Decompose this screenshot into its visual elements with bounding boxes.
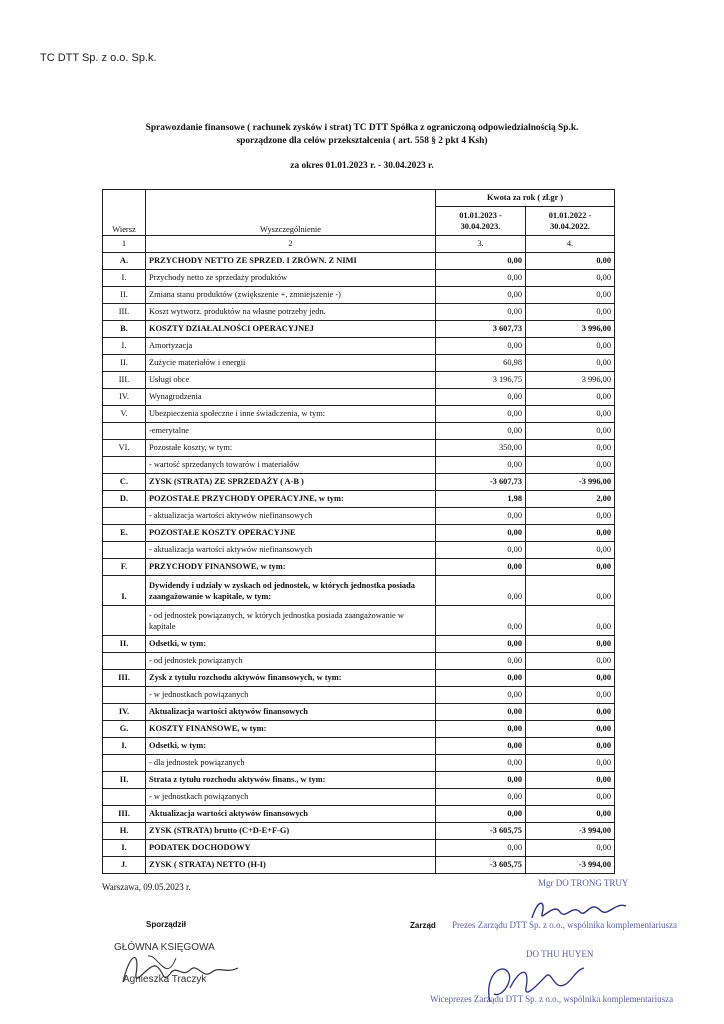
row-description: -emerytalne: [146, 423, 436, 440]
table-row: [103, 789, 615, 806]
row-description: Usługi obce: [146, 372, 436, 389]
row-value-previous: 0,00: [526, 670, 615, 687]
header-index-3: 3.: [436, 236, 526, 253]
table-row: [103, 440, 615, 457]
row-code: I.: [103, 738, 146, 755]
header-index-4: 4.: [526, 236, 615, 253]
header-code: Wiersz: [103, 190, 146, 236]
header-description: Wyszczególnienie: [146, 190, 436, 236]
table-row: [103, 304, 615, 321]
table-row: [103, 772, 615, 789]
table-row: [103, 491, 615, 508]
table-row: [103, 542, 615, 559]
row-value-current: 1,98: [436, 491, 526, 508]
row-value-previous: 0,00: [526, 287, 615, 304]
table-row: [103, 389, 615, 406]
row-value-current: 0,00: [436, 559, 526, 576]
row-value-previous: 0,00: [526, 304, 615, 321]
row-description: - wartość sprzedanych towarów i materiałów: [146, 457, 436, 474]
row-value-previous: 0,00: [526, 423, 615, 440]
row-description: Strata z tytułu rozchodu aktywów finans., w tym:: [146, 772, 436, 789]
table-row: [103, 406, 615, 423]
row-code: C.: [103, 474, 146, 491]
header-period-previous: 01.01.2022 - 30.04.2022.: [526, 207, 615, 236]
row-value-current: -3 605,75: [436, 823, 526, 840]
row-value-previous: 0,00: [526, 772, 615, 789]
row-code: III.: [103, 670, 146, 687]
row-description: - od jednostek powiązanych: [146, 653, 436, 670]
row-value-current: 0,00: [436, 636, 526, 653]
table-row: [103, 355, 615, 372]
row-value-current: 0,00: [436, 576, 526, 606]
table-row: [103, 559, 615, 576]
row-value-current: -3 607,73: [436, 474, 526, 491]
row-value-previous: 0,00: [526, 755, 615, 772]
row-description: Przychody netto ze sprzedaży produktów: [146, 270, 436, 287]
row-value-previous: 0,00: [526, 606, 615, 636]
row-value-current: 0,00: [436, 287, 526, 304]
row-value-previous: 0,00: [526, 789, 615, 806]
row-description: - w jednostkach powiązanych: [146, 789, 436, 806]
row-description: ZYSK (STRATA) ZE SPRZEDAŻY ( A-B ): [146, 474, 436, 491]
row-value-previous: 3 996,00: [526, 372, 615, 389]
board-label: Zarząd: [410, 921, 436, 930]
place-date: Warszawa, 09.05.2023 r.: [102, 882, 191, 892]
row-description: POZOSTAŁE PRZYCHODY OPERACYJNE, w tym:: [146, 491, 436, 508]
row-description: - dla jednostek powiązanych: [146, 755, 436, 772]
row-value-current: 0,00: [436, 606, 526, 636]
row-description: KOSZTY DZIAŁALNOŚCI OPERACYJNEJ: [146, 321, 436, 338]
row-value-current: 0,00: [436, 508, 526, 525]
row-description: - aktualizacja wartości aktywów niefinansowych: [146, 542, 436, 559]
row-value-previous: 0,00: [526, 457, 615, 474]
prepared-by-role: GŁÓWNA KSIĘGOWA: [114, 942, 215, 953]
row-value-current: -3 605,75: [436, 857, 526, 874]
president-signature: [528, 892, 638, 928]
row-value-current: 0,00: [436, 772, 526, 789]
row-value-previous: 0,00: [526, 840, 615, 857]
row-code: [103, 457, 146, 474]
prepared-by-name: Agnieszka Traczyk: [123, 974, 207, 985]
row-value-previous: 0,00: [526, 806, 615, 823]
row-description: Aktualizacja wartości aktywów finansowych: [146, 704, 436, 721]
row-description: PODATEK DOCHODOWY: [146, 840, 436, 857]
row-value-current: 0,00: [436, 653, 526, 670]
row-value-previous: 0,00: [526, 440, 615, 457]
row-description: Zmiana stanu produktów (zwiększenie +, zmniejszenie -): [146, 287, 436, 304]
table-row: [103, 372, 615, 389]
row-value-current: 0,00: [436, 670, 526, 687]
table-row: [103, 287, 615, 304]
row-value-previous: 0,00: [526, 389, 615, 406]
row-value-previous: 0,00: [526, 270, 615, 287]
row-description: Pozostałe koszty, w tym:: [146, 440, 436, 457]
row-code: II.: [103, 355, 146, 372]
row-value-current: 0,00: [436, 542, 526, 559]
row-value-current: 60,98: [436, 355, 526, 372]
row-description: Odsetki, w tym:: [146, 738, 436, 755]
table-row: [103, 857, 615, 874]
row-description: - od jednostek powiązanych, w których jednostka posiada zaangażowanie w kapitale: [146, 606, 436, 636]
row-description: PRZYCHODY NETTO ZE SPRZED. I ZRÓWN. Z NIMI: [146, 253, 436, 270]
row-value-current: 3 607,73: [436, 321, 526, 338]
table-row: [103, 606, 615, 636]
row-value-previous: 0,00: [526, 508, 615, 525]
row-value-current: 0,00: [436, 721, 526, 738]
table-row: [103, 840, 615, 857]
row-code: I.: [103, 270, 146, 287]
row-description: - aktualizacja wartości aktywów niefinansowych: [146, 508, 436, 525]
row-value-previous: 0,00: [526, 576, 615, 606]
row-value-current: 0,00: [436, 738, 526, 755]
table-row: [103, 670, 615, 687]
stamp-name-vice-president: DO THU HUYEN: [526, 949, 594, 959]
table-row: [103, 636, 615, 653]
report-period: za okres 01.01.2023 r. - 30.04.2023 r.: [290, 161, 434, 171]
stamp-name-president: Mgr DO TRONG TRUY: [538, 878, 629, 888]
row-value-previous: 0,00: [526, 653, 615, 670]
row-value-previous: 0,00: [526, 542, 615, 559]
row-code: [103, 606, 146, 636]
row-code: F.: [103, 559, 146, 576]
row-description: POZOSTAŁE KOSZTY OPERACYJNE: [146, 525, 436, 542]
table-row: [103, 338, 615, 355]
prepared-by-label: Sporządził: [146, 920, 187, 929]
row-value-previous: 2,00: [526, 491, 615, 508]
row-value-current: 0,00: [436, 423, 526, 440]
row-value-previous: 0,00: [526, 253, 615, 270]
row-value-current: 0,00: [436, 338, 526, 355]
row-code: J.: [103, 857, 146, 874]
header-row-index: [103, 236, 615, 253]
table-row: [103, 738, 615, 755]
row-description: Koszt wytworz. produktów na własne potrzeby jedn.: [146, 304, 436, 321]
row-code: [103, 687, 146, 704]
row-value-previous: 0,00: [526, 338, 615, 355]
row-value-current: 3 196,75: [436, 372, 526, 389]
row-value-previous: 0,00: [526, 559, 615, 576]
row-code: III.: [103, 372, 146, 389]
table-row: [103, 253, 615, 270]
header-row-amount: [103, 190, 615, 207]
row-value-current: 0,00: [436, 406, 526, 423]
row-code: II.: [103, 287, 146, 304]
table-row: [103, 576, 615, 606]
row-code: [103, 542, 146, 559]
row-value-previous: 0,00: [526, 406, 615, 423]
row-description: PRZYCHODY FINANSOWE, w tym:: [146, 559, 436, 576]
table-row: [103, 457, 615, 474]
row-value-current: 0,00: [436, 840, 526, 857]
row-code: [103, 653, 146, 670]
table-row: [103, 508, 615, 525]
row-value-current: 0,00: [436, 704, 526, 721]
row-code: A.: [103, 253, 146, 270]
row-value-current: 0,00: [436, 253, 526, 270]
row-value-previous: 0,00: [526, 636, 615, 653]
row-code: I.: [103, 338, 146, 355]
row-value-current: 0,00: [436, 270, 526, 287]
row-description: Zysk z tytułu rozchodu aktywów finansowych, w tym:: [146, 670, 436, 687]
row-value-current: 0,00: [436, 304, 526, 321]
row-description: ZYSK ( STRATA) NETTO (H-I): [146, 857, 436, 874]
row-code: D.: [103, 491, 146, 508]
row-code: V.: [103, 406, 146, 423]
row-description: Ubezpieczenia społeczne i inne świadczenia, w tym:: [146, 406, 436, 423]
table-row: [103, 423, 615, 440]
row-description: Aktualizacja wartości aktywów finansowych: [146, 806, 436, 823]
row-value-previous: -3 994,00: [526, 857, 615, 874]
row-value-previous: -3 996,00: [526, 474, 615, 491]
row-code: [103, 508, 146, 525]
row-value-previous: 0,00: [526, 721, 615, 738]
table-row: [103, 806, 615, 823]
table-row: [103, 270, 615, 287]
header-period-current: 01.01.2023 - 30.04.2023.: [436, 207, 526, 236]
row-description: ZYSK (STRATA) brutto (C+D-E+F-G): [146, 823, 436, 840]
row-code: H.: [103, 823, 146, 840]
row-code: [103, 423, 146, 440]
row-value-current: 0,00: [436, 687, 526, 704]
table-row: [103, 474, 615, 491]
row-code: IV.: [103, 704, 146, 721]
row-value-current: 0,00: [436, 389, 526, 406]
row-code: I.: [103, 576, 146, 606]
report-title-line1: Sprawozdanie finansowe ( rachunek zysków i strat) TC DTT Spółka z ograniczoną odpowiedzialnością Sp.k.: [145, 123, 579, 133]
row-value-current: 0,00: [436, 806, 526, 823]
vice-president-signature: [480, 958, 590, 1008]
accountant-signature: [118, 944, 248, 994]
row-value-current: 0,00: [436, 525, 526, 542]
row-value-previous: 0,00: [526, 525, 615, 542]
row-value-previous: 0,00: [526, 738, 615, 755]
row-value-previous: 3 996,00: [526, 321, 615, 338]
row-code: IV.: [103, 389, 146, 406]
row-value-previous: 0,00: [526, 687, 615, 704]
table-row: [103, 525, 615, 542]
row-code: B.: [103, 321, 146, 338]
row-code: G.: [103, 721, 146, 738]
row-description: Amortyzacja: [146, 338, 436, 355]
row-code: E.: [103, 525, 146, 542]
stamp-role-president: Prezes Zarządu DTT Sp. z o.o., wspólnika komplementariusza: [452, 920, 678, 930]
company-header: TC DTT Sp. z o.o. Sp.k.: [40, 52, 157, 64]
table-row: [103, 823, 615, 840]
header-index-2: 2: [146, 236, 436, 253]
row-code: I.: [103, 840, 146, 857]
table-row: [103, 653, 615, 670]
row-description: Zużycie materiałów i energii: [146, 355, 436, 372]
row-code: [103, 755, 146, 772]
row-code: III.: [103, 806, 146, 823]
header-index-1: 1: [103, 236, 146, 253]
row-value-current: 0,00: [436, 789, 526, 806]
table-row: [103, 321, 615, 338]
table-row: [103, 755, 615, 772]
row-value-previous: 0,00: [526, 704, 615, 721]
row-description: Dywidendy i udziały w zyskach od jednostek, w których jednostka posiada zaangażowanie w kapitale, w tym:: [146, 576, 436, 606]
row-value-previous: 0,00: [526, 355, 615, 372]
row-description: KOSZTY FINANSOWE, w tym:: [146, 721, 436, 738]
row-description: - w jednostkach powiązanych: [146, 687, 436, 704]
stamp-role-vice-president: Wiceprezes Zarządu DTT Sp. z o.o., wspólnika komplementariusza: [430, 994, 674, 1004]
income-statement-table: [102, 189, 615, 874]
header-amount: Kwota za rok ( zł.gr ): [436, 190, 615, 207]
row-code: VI.: [103, 440, 146, 457]
row-code: [103, 789, 146, 806]
row-value-current: 0,00: [436, 755, 526, 772]
row-value-previous: -3 994,00: [526, 823, 615, 840]
table-row: [103, 721, 615, 738]
row-code: II.: [103, 636, 146, 653]
row-value-current: 350,00: [436, 440, 526, 457]
row-code: III.: [103, 304, 146, 321]
table-row: [103, 687, 615, 704]
row-description: Odsetki, w tym:: [146, 636, 436, 653]
row-code: II.: [103, 772, 146, 789]
table-row: [103, 704, 615, 721]
report-title-line2: sporządzone dla celów przekształcenia ( art. 558 § 2 pkt 4 Ksh): [236, 136, 488, 146]
row-value-current: 0,00: [436, 457, 526, 474]
row-description: Wynagrodzenia: [146, 389, 436, 406]
